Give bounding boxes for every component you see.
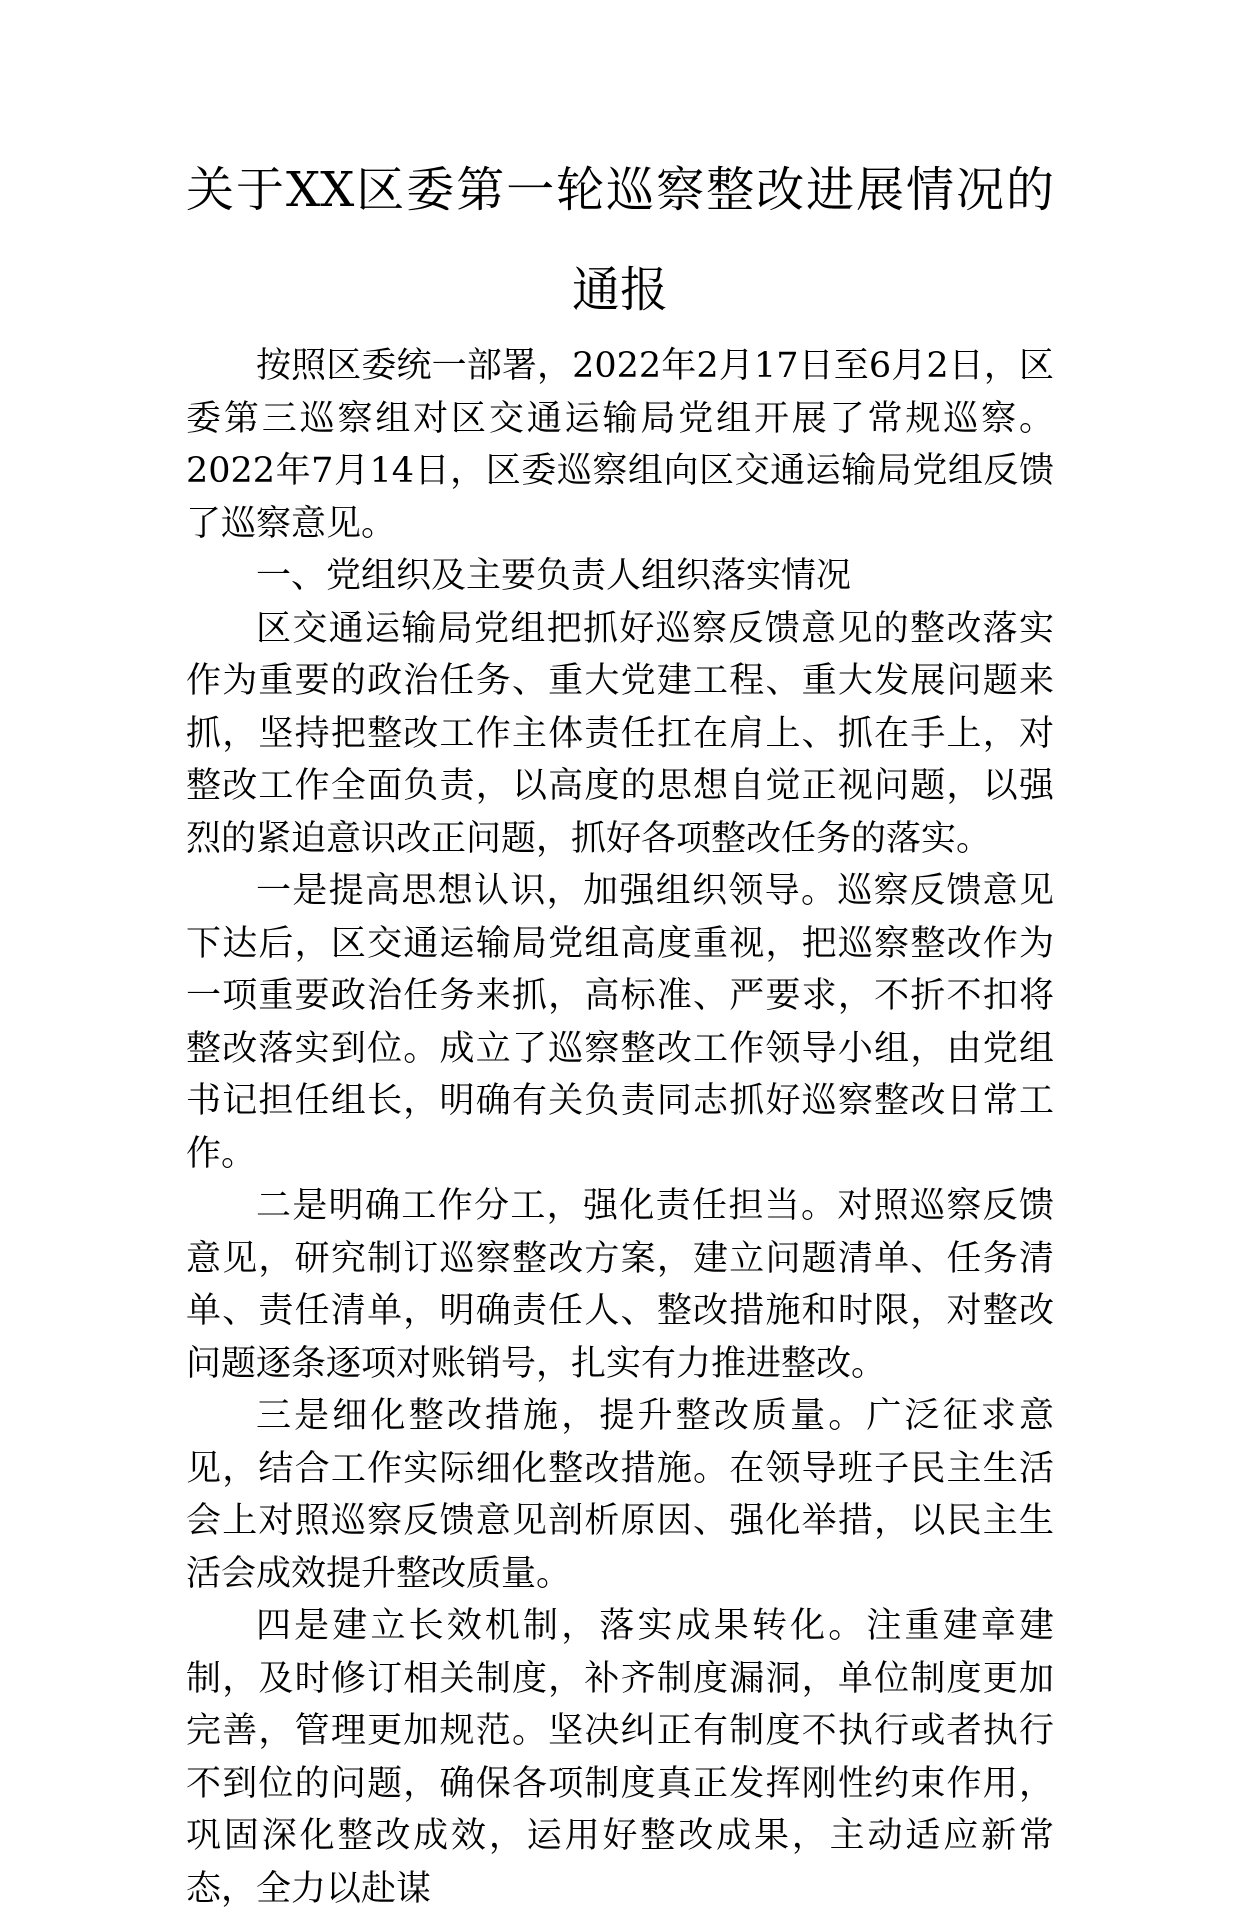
document-title: 关于XX区委第一轮巡察整改进展情况的通报 [186, 162, 1054, 318]
section-heading-1: 一、党组织及主要负责人组织落实情况 [256, 556, 852, 596]
paragraph-point-4: 四是建立长效机制，落实成果转化。注重建章建制，及时修订相关制度，补齐制度漏洞，单位制度更加完善，管理更加规范。坚决纠正有制度不执行或者执行不到位的问题，确保各项制度真正发挥刚性约束作用，巩固深化整改成效，运用好整改成果，主动适应新常态，全力以赴谋 [186, 1606, 1054, 1909]
paragraph-point-2: 二是明确工作分工，强化责任担当。对照巡察反馈意见，研究制订巡察整改方案，建立问题清单、任务清单、责任清单，明确责任人、整改措施和时限，对整改问题逐条逐项对账销号，扎实有力推进整改。 [186, 1186, 1054, 1384]
paragraph-intro: 按照区委统一部署，2022年2月17日至6月2日，区委第三巡察组对区交通运输局党组开展了常规巡察。2022年7月14日，区委巡察组向区交通运输局党组反馈了巡察意见。 [186, 346, 1054, 544]
paragraph-overview: 区交通运输局党组把抓好巡察反馈意见的整改落实作为重要的政治任务、重大党建工程、重大发展问题来抓，坚持把整改工作主体责任扛在肩上、抓在手上，对整改工作全面负责，以高度的思想自觉正视问题，以强烈的紧迫意识改正问题，抓好各项整改任务的落实。 [186, 608, 1054, 859]
paragraph-point-1: 一是提高思想认识，加强组织领导。巡察反馈意见下达后，区交通运输局党组高度重视，把巡察整改作为一项重要政治任务来抓，高标准、严要求，不折不扣将整改落实到位。成立了巡察整改工作领导小组，由党组书记担任组长，明确有关负责同志抓好巡察整改日常工作。 [186, 871, 1054, 1174]
paragraph-point-3: 三是细化整改措施，提升整改质量。广泛征求意见，结合工作实际细化整改措施。在领导班子民主生活会上对照巡察反馈意见剖析原因、强化举措，以民主生活会成效提升整改质量。 [186, 1396, 1054, 1594]
document-body [186, 140, 1054, 1915]
